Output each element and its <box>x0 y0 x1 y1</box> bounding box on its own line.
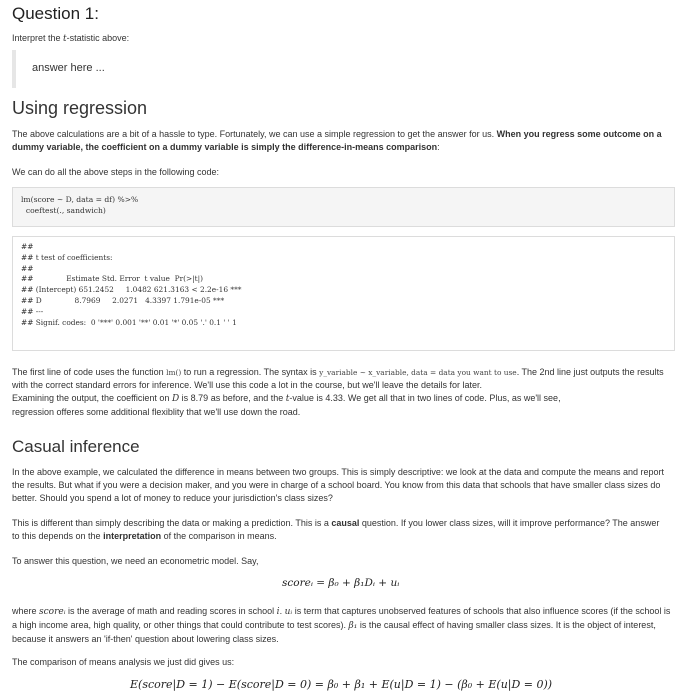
regression-p1-text: The above calculations are a bit of a hassle to type. Fortunately, we can use a simple regression to get the answer for us. <box>12 129 497 139</box>
causal-p4-d: is term that captures unobserved features of schools that also influence scores (if the school is a high income area, high quality, or other things that could contribute to test scores). <box>12 606 671 630</box>
question-title: Question 1: <box>12 4 99 23</box>
causal-p2-b: question. If you lower class sizes, will it improve performance? The answer to this depends on the <box>12 518 660 541</box>
var-score-i: scoreᵢ <box>39 607 66 617</box>
causal-p4-b: is the average of math and reading scores in school <box>65 606 277 616</box>
equation-model: scoreᵢ = β₀ + β₁Dᵢ + uᵢ <box>282 577 400 589</box>
regression-paragraph-1 <box>12 128 672 154</box>
p3-text-g: regression offeres some additional flexiblity that we'll use down the road. <box>12 407 301 417</box>
prompt-t-symbol: t <box>63 34 67 44</box>
causal-p4-a: where <box>12 606 40 616</box>
causal-paragraph-4 <box>12 605 675 646</box>
regression-heading: Using regression <box>12 98 148 118</box>
output-line: ## (Intercept) 651.2452 1.0482 621.3163 < 2.2e-16 *** <box>21 285 242 295</box>
question-prompt <box>12 32 129 46</box>
inline-code-lm: lm() <box>166 368 182 377</box>
causal-p2-a: This is different than simply describing the data or making a prediction. This is a <box>12 518 332 528</box>
output-line: ## D 8.7969 2.0271 4.3397 1.791e-05 *** <box>21 295 225 305</box>
causal-heading: Casual inference <box>12 437 140 456</box>
causal-p4-e: is the causal effect of having smaller class sizes. It is the object of interest, because it answers an 'if-then' question about lowering class sizes. <box>12 620 656 644</box>
p3-text-d: Examining the output, the coefficient on <box>12 393 172 403</box>
equation-comparison: E(score|D = 1) − E(score|D = 0) = β₀ + β₁ + E(u|D = 1) − (β₀ + E(u|D = 0)) <box>130 678 553 691</box>
causal-paragraph-1: In the above example, we calculated the difference in means between two groups. This is simply descriptive: we look at the data and compute the means and report the results. But what if you were a decision maker, and you were in charge of a school board. You know from this data that schools that have smaller class sizes do better. Should you spend a lot of money to reduce your jurisdiction's class sizes? <box>12 467 665 503</box>
p3-text-e: is 8.79 as before, and the <box>179 393 286 403</box>
code-block <box>12 187 675 227</box>
inline-code-syntax: y_variable ~ x_variable, data = data you want to use <box>319 368 517 377</box>
p3-D-symbol: D <box>171 394 180 404</box>
p3-text-b: to run a regression. The syntax is <box>181 367 320 377</box>
causal-p2-bold-interpretation: interpretation <box>103 531 162 541</box>
causal-p2-bold-causal: causal <box>331 518 360 528</box>
output-line: ## <box>21 242 34 251</box>
regression-p1-end: : <box>437 142 440 152</box>
answer-text: answer here ... <box>32 62 105 74</box>
output-block <box>12 236 675 351</box>
output-line: ## Signif. codes: 0 '***' 0.001 '**' 0.01 '*' 0.05 '.' 0.1 ' ' 1 <box>21 317 237 327</box>
p3-t-symbol: t <box>285 394 290 404</box>
prompt-text-1: Interpret the <box>12 33 64 43</box>
var-u-i: uᵢ <box>284 607 293 617</box>
regression-paragraph-2: We can do all the above steps in the following code: <box>12 167 219 177</box>
causal-p2-c: of the comparison in means. <box>161 531 277 541</box>
causal-paragraph-3: To answer this question, we need an econometric model. Say, <box>12 556 259 566</box>
answer-blockquote <box>12 50 675 88</box>
p3-text-f: -value is 4.33. We get all that in two lines of code. Plus, as we'll see, <box>289 393 561 403</box>
output-line: ## Estimate Std. Error t value Pr(>|t|) <box>21 274 204 284</box>
causal-p4-c: . <box>279 606 285 616</box>
var-i: i <box>276 607 280 617</box>
regression-paragraph-3 <box>12 366 675 419</box>
output-line: ## t test of coefficients: <box>21 252 113 262</box>
causal-paragraph-5: The comparison of means analysis we just did gives us: <box>12 657 235 667</box>
var-beta-1: β₁ <box>348 621 358 631</box>
prompt-text-2: -statistic above: <box>66 33 130 43</box>
p3-text-c: . The 2nd line just outputs the results with the correct standard errors for inference. We'll use this code a lot in the course, but we'll leave the details for later. <box>12 367 664 390</box>
output-line: ## <box>21 263 34 273</box>
output-line: ## --- <box>21 306 44 316</box>
regression-p1-bold: When you regress some outcome on a dummy variable, the coefficient on a dummy variable is simply the difference-in-means comparison <box>12 129 662 152</box>
causal-paragraph-2 <box>12 517 662 543</box>
p3-text-a: The first line of code uses the function <box>12 367 167 377</box>
code-line: lm(score ~ D, data = df) %>% <box>21 195 139 204</box>
code-line: coeftest(., sandwich) <box>21 206 106 215</box>
